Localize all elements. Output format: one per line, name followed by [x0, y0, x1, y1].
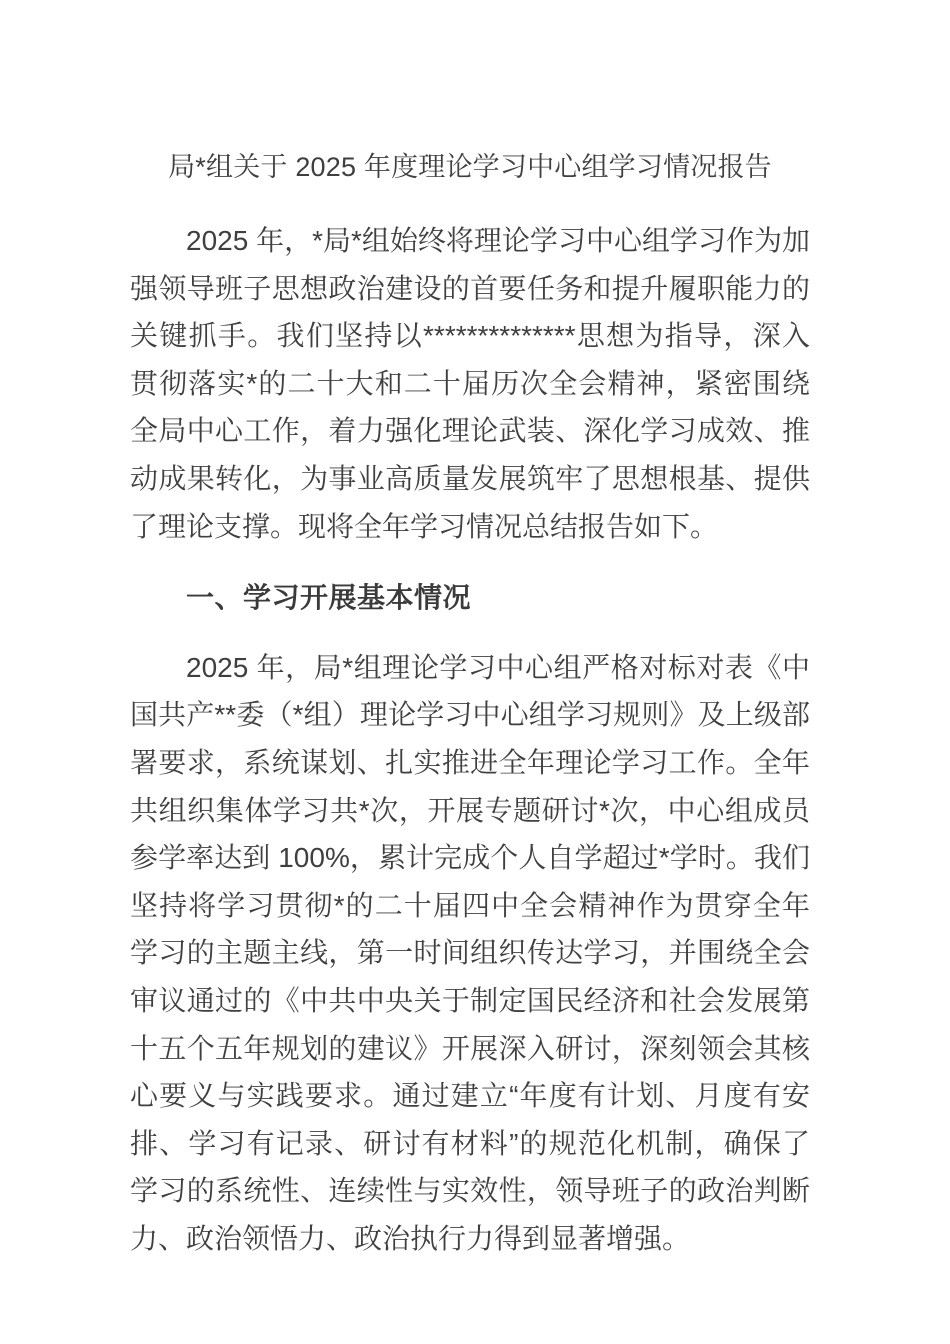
intro-paragraph: 2025 年，*局*组始终将理论学习中心组学习作为加强领导班子思想政治建设的首要任务和提升履职能力的关键抓手。我们坚持以**************思想为指导，深入贯彻落实*的二十大和二十届历次全会精神，紧密围绕全局中心工作，着力强化理论武装、深化学习成效、推动成果转化，为事业高质量发展筑牢了思想根基、提供了理论支撑。现将全年学习情况总结报告如下。	[130, 225, 810, 542]
section-one-body-paragraph: 2025 年，局*组理论学习中心组严格对标对表《中国共产**委（*组）理论学习中心组学习规则》及上级部署要求，系统谋划、扎实推进全年理论学习工作。全年共组织集体学习共*次，开展专题研讨*次，中心组成员参学率达到 100%，累计完成个人自学超过*学时。我们坚持将学习贯彻*的二十届四中全会精神作为贯穿全年学习的主题主线，第一时间组织传达学习，并围绕全会审议通过的《中共中央关于制定国民经济和社会发展第十五个五年规划的建议》开展深入研讨，深刻领会其核心要义与实践要求。通过建立“年度有计划、月度有安排、学习有记录、研讨有材料”的规范化机制，确保了学习的系统性、连续性与实效性，领导班子的政治判断力、政治领悟力、政治执行力得到显著增强。	[130, 651, 810, 1254]
page-title: 局*组关于 2025 年度理论学习中心组学习情况报告	[168, 152, 772, 182]
section-heading-one: 一、学习开展基本情况	[186, 582, 472, 614]
document-content	[130, 0, 810, 1262]
